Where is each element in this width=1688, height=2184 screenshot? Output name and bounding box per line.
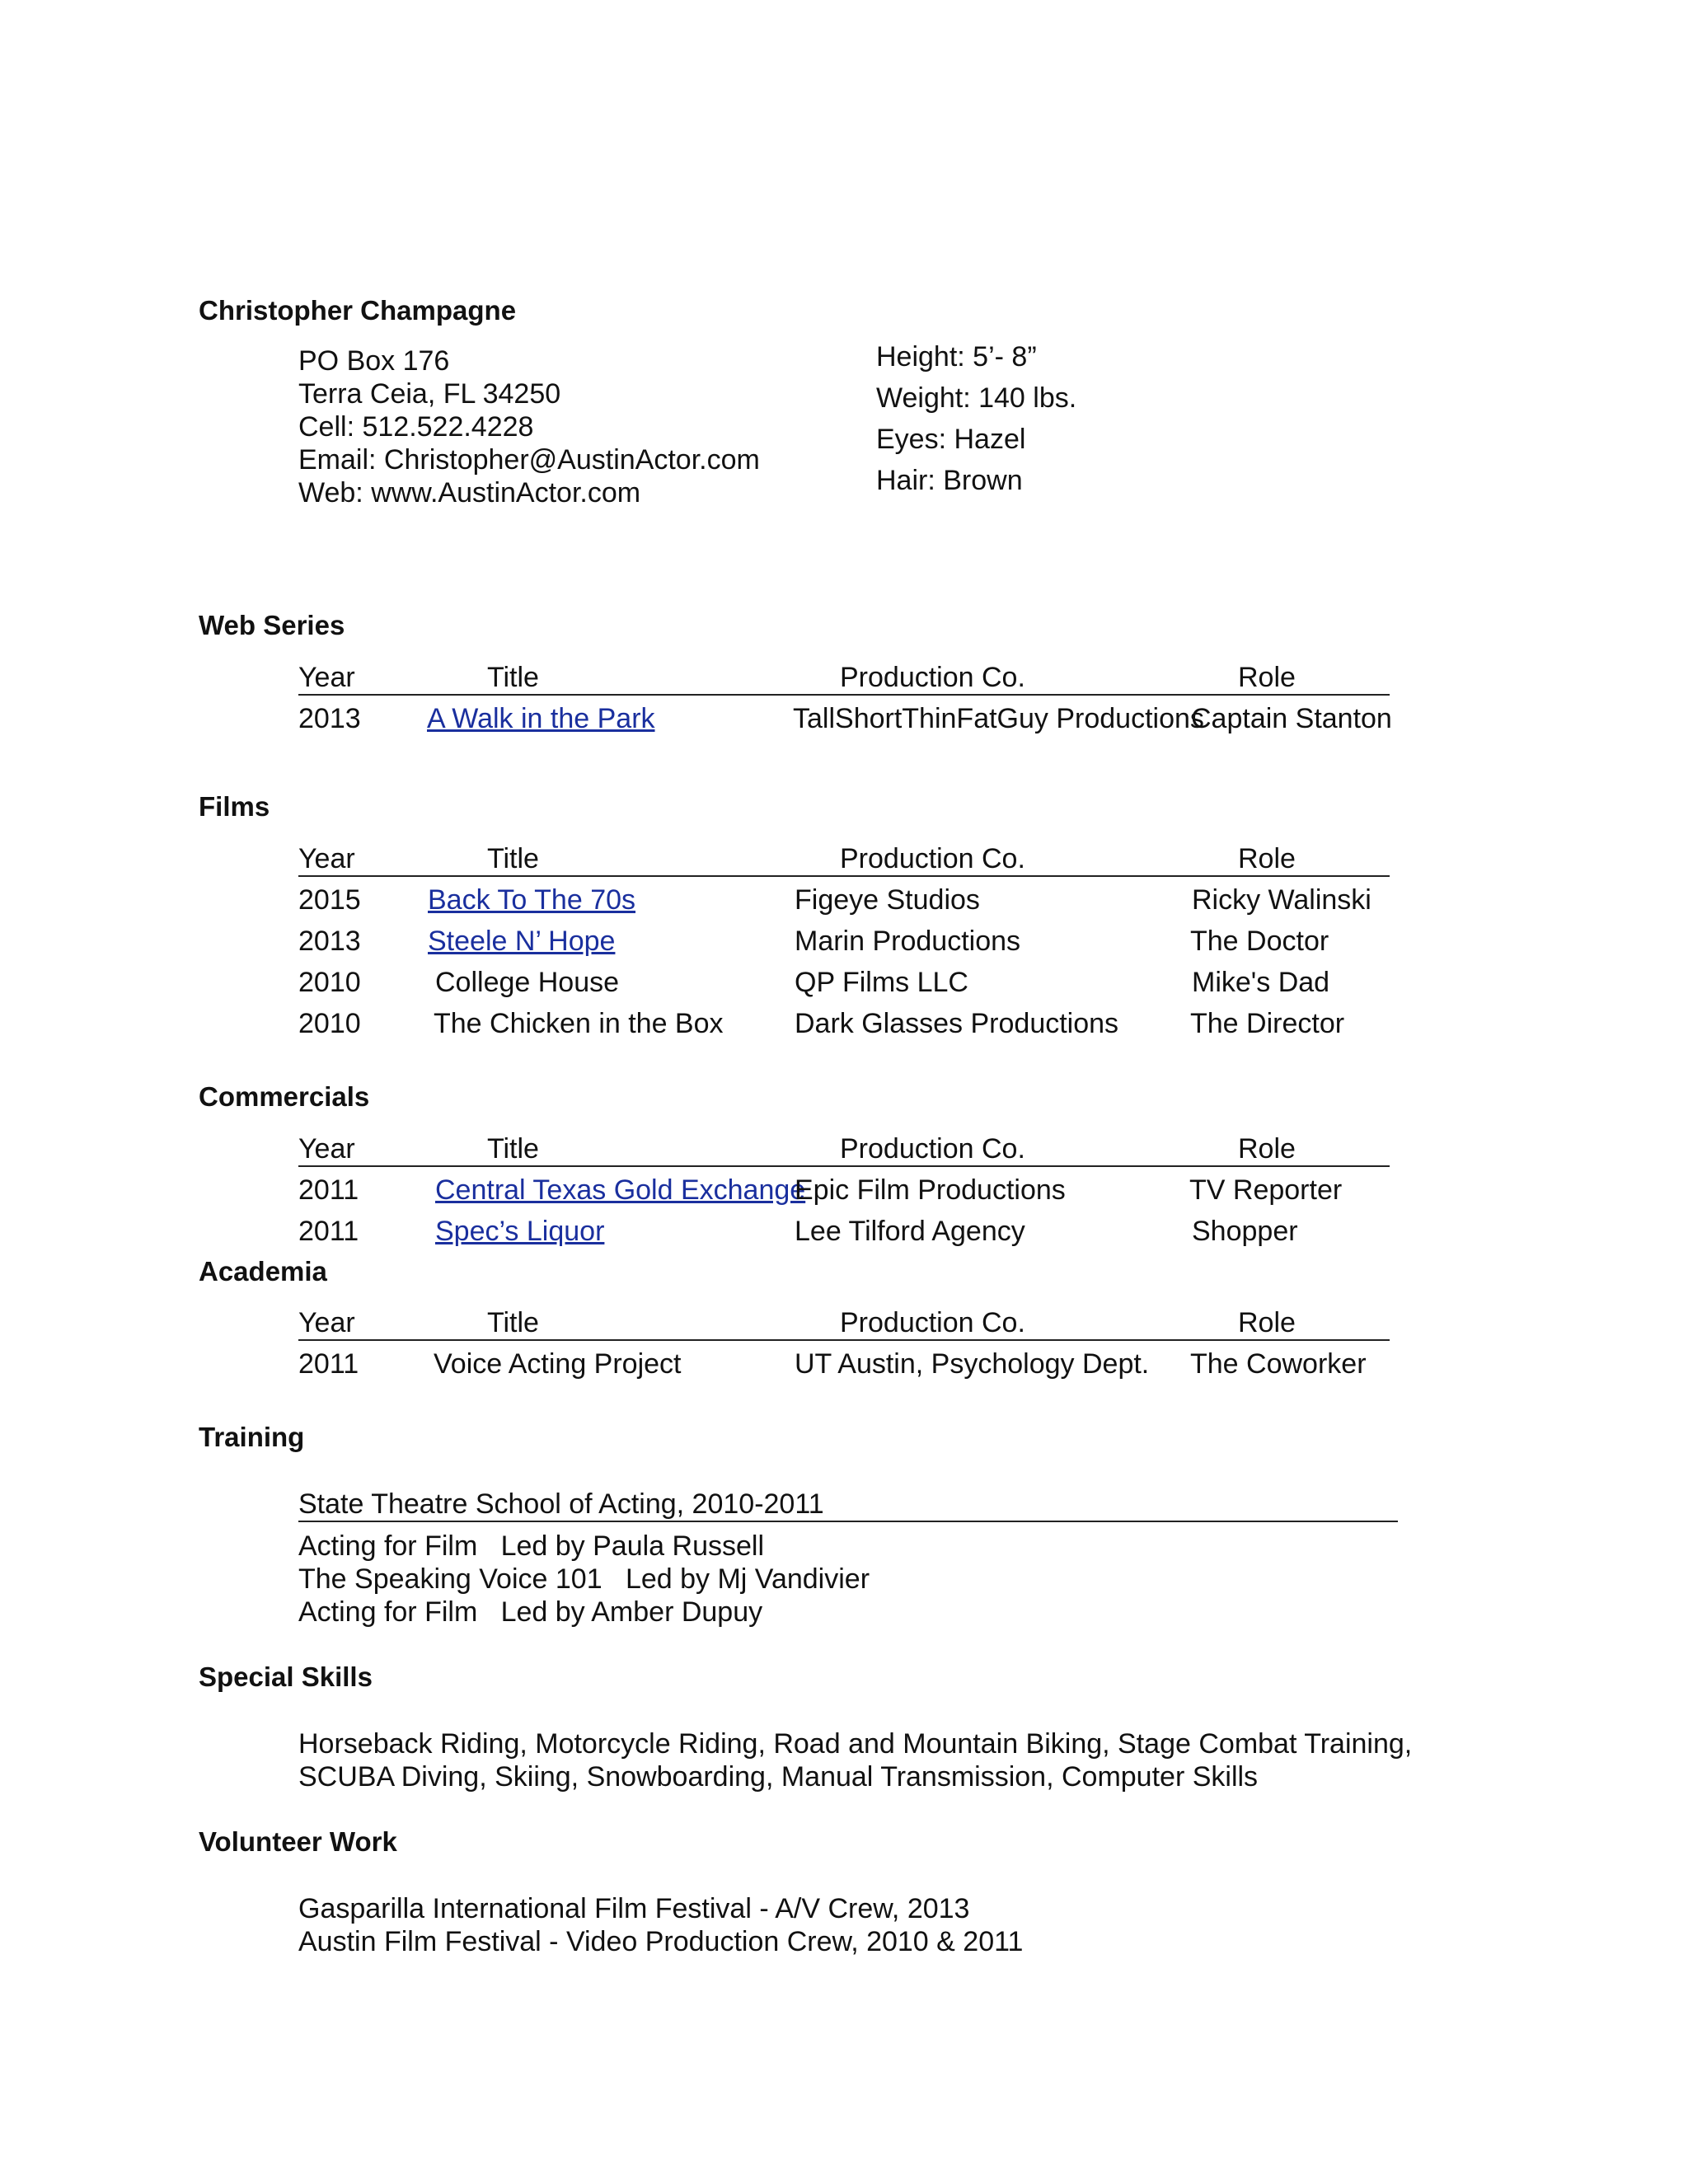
- address-line-2: Terra Ceia, FL 34250: [298, 378, 561, 410]
- header-title: Title: [487, 1307, 539, 1338]
- section-heading-films: Films: [199, 791, 270, 822]
- title-link[interactable]: Back To The 70s: [428, 884, 636, 916]
- row-title: College House: [435, 967, 620, 998]
- training-class: Acting for Film Led by Amber Dupuy: [298, 1596, 763, 1628]
- cell-phone: Cell: 512.522.4228: [298, 411, 534, 443]
- title-link[interactable]: Steele N’ Hope: [428, 926, 616, 957]
- header-year: Year: [298, 1307, 355, 1338]
- title-link[interactable]: Spec’s Liquor: [435, 1216, 605, 1247]
- physical-stats: [876, 336, 1076, 501]
- training-school: [298, 1488, 1398, 1522]
- header-production: Production Co.: [840, 662, 1025, 693]
- row-year: 2011: [298, 1348, 359, 1380]
- row-year: 2013: [298, 926, 361, 957]
- eyes-stat: Eyes: Hazel: [876, 424, 1026, 455]
- row-year: 2011: [298, 1216, 359, 1247]
- title-link[interactable]: Central Texas Gold Exchange: [435, 1174, 806, 1206]
- row-year: 2015: [298, 884, 361, 916]
- title-link[interactable]: A Walk in the Park: [427, 703, 655, 734]
- header-production: Production Co.: [840, 843, 1025, 874]
- row-role: TV Reporter: [1189, 1174, 1343, 1206]
- table-row: [298, 883, 1452, 916]
- header-role: Role: [1238, 1133, 1296, 1165]
- row-role: Mike's Dad: [1192, 967, 1330, 998]
- row-title: The Chicken in the Box: [434, 1008, 724, 1039]
- website: Web: www.AustinActor.com: [298, 477, 641, 509]
- row-production: TallShortThinFatGuy Productions: [793, 703, 1204, 734]
- row-role: The Coworker: [1190, 1348, 1367, 1380]
- header-year: Year: [298, 1133, 355, 1165]
- row-year: 2010: [298, 967, 361, 998]
- height-stat: Height: 5’- 8”: [876, 341, 1037, 373]
- weight-stat: Weight: 140 lbs.: [876, 382, 1077, 414]
- email: Email: Christopher@AustinActor.com: [298, 444, 760, 476]
- row-production: Marin Productions: [795, 926, 1021, 957]
- row-production: QP Films LLC: [795, 967, 968, 998]
- table-header: [298, 1132, 1390, 1167]
- skills-line: Horseback Riding, Motorcycle Riding, Road and Mountain Biking, Stage Combat Training,: [298, 1728, 1413, 1760]
- table-row: [298, 925, 1452, 958]
- table-row: [298, 702, 1452, 735]
- training-class: The Speaking Voice 101 Led by Mj Vandivier: [298, 1563, 870, 1595]
- special-skills-text: [298, 1727, 1412, 1793]
- row-production: Dark Glasses Productions: [795, 1008, 1119, 1039]
- header-year: Year: [298, 843, 355, 874]
- header-title: Title: [487, 662, 539, 693]
- row-title: Voice Acting Project: [434, 1348, 682, 1380]
- header-role: Role: [1238, 1307, 1296, 1338]
- section-heading-volunteer-work: Volunteer Work: [199, 1826, 397, 1857]
- address-line-1: PO Box 176: [298, 345, 450, 377]
- actor-name: Christopher Champagne: [199, 295, 517, 326]
- skills-line: SCUBA Diving, Skiing, Snowboarding, Manual Transmission, Computer Skills: [298, 1761, 1259, 1793]
- volunteer-line: Gasparilla International Film Festival - A/V Crew, 2013: [298, 1893, 970, 1924]
- row-year: 2013: [298, 703, 361, 734]
- table-header: [298, 842, 1390, 877]
- training-classes: [298, 1530, 870, 1629]
- row-role: Captain Stanton: [1191, 703, 1392, 734]
- row-production: Epic Film Productions: [795, 1174, 1066, 1206]
- row-production: Figeye Studios: [795, 884, 980, 916]
- section-heading-academia: Academia: [199, 1256, 327, 1286]
- table-row: [298, 1007, 1452, 1040]
- row-year: 2011: [298, 1174, 359, 1206]
- table-row: [298, 1174, 1452, 1207]
- header-year: Year: [298, 662, 355, 693]
- volunteer-line: Austin Film Festival - Video Production Crew, 2010 & 2011: [298, 1926, 1024, 1957]
- section-heading-commercials: Commercials: [199, 1081, 370, 1112]
- hair-stat: Hair: Brown: [876, 465, 1023, 496]
- contact-info: [298, 344, 760, 509]
- row-role: Shopper: [1192, 1216, 1298, 1247]
- row-role: The Doctor: [1190, 926, 1329, 957]
- volunteer-text: [298, 1892, 1023, 1958]
- row-year: 2010: [298, 1008, 361, 1039]
- header-role: Role: [1238, 843, 1296, 874]
- row-role: Ricky Walinski: [1192, 884, 1372, 916]
- training-class: Acting for Film Led by Paula Russell: [298, 1530, 765, 1562]
- section-heading-training: Training: [199, 1422, 305, 1452]
- header-title: Title: [487, 843, 539, 874]
- table-row: [298, 1215, 1452, 1248]
- header-production: Production Co.: [840, 1133, 1025, 1165]
- row-production: Lee Tilford Agency: [795, 1216, 1025, 1247]
- row-role: The Director: [1190, 1008, 1345, 1039]
- header-title: Title: [487, 1133, 539, 1165]
- table-header: [298, 661, 1390, 696]
- table-row: [298, 966, 1452, 999]
- table-header: [298, 1306, 1390, 1341]
- section-heading-special-skills: Special Skills: [199, 1661, 373, 1692]
- section-heading-web-series: Web Series: [199, 610, 345, 640]
- row-production: UT Austin, Psychology Dept.: [795, 1348, 1150, 1380]
- header-role: Role: [1238, 662, 1296, 693]
- header-production: Production Co.: [840, 1307, 1025, 1338]
- table-row: [298, 1347, 1452, 1380]
- training-school-label: State Theatre School of Acting, 2010-2011: [298, 1488, 824, 1520]
